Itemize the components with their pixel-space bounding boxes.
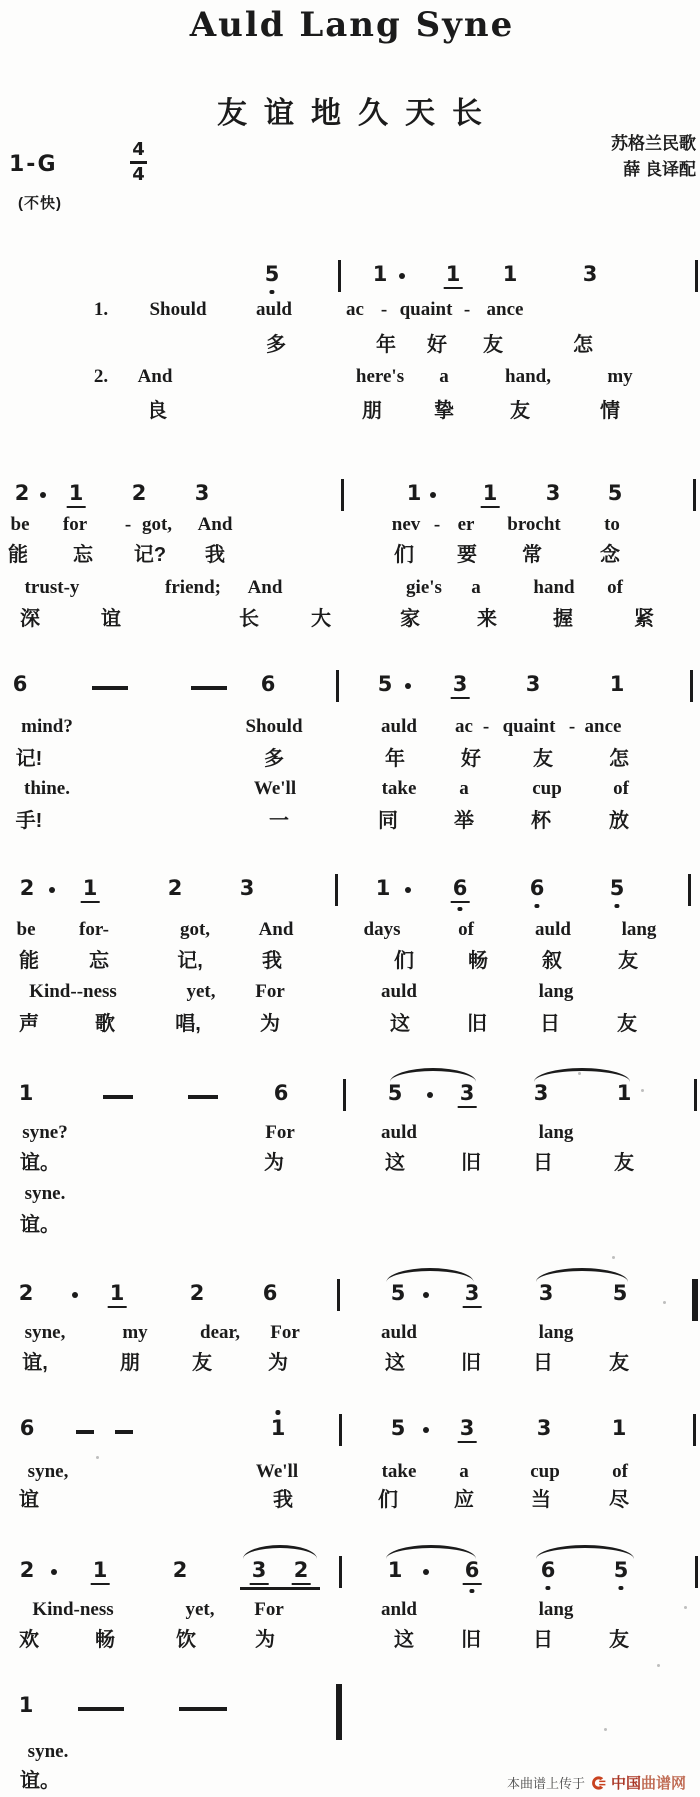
lyric-zh: 友 — [614, 1152, 634, 1174]
watermark-prefix: 本曲谱上传于 — [507, 1776, 586, 1791]
slur-arc — [536, 1545, 634, 1559]
lyric-zh: 谊。 — [20, 1770, 60, 1792]
lyric-zh: 们 — [378, 1489, 398, 1511]
note-digit: 1 — [18, 1081, 34, 1105]
song-title-chinese: 友谊地久天长 — [217, 97, 499, 130]
lyric-zh: 多 — [266, 334, 286, 356]
barline — [693, 479, 696, 511]
lyric-en: my — [607, 366, 633, 387]
lyric-zh: 旧 — [461, 1352, 481, 1374]
barline-heavy — [692, 1279, 698, 1321]
lyric-en: And — [137, 366, 173, 387]
note-digit: 2 — [167, 876, 183, 900]
octave-dot-low-icon — [458, 907, 463, 912]
note-digit: 6 — [260, 672, 276, 696]
lyric-zh: 我 — [205, 544, 225, 566]
octave-dot-low-icon — [535, 904, 540, 909]
note-digit: 1 — [68, 481, 84, 505]
lyric-zh: 旧 — [467, 1013, 487, 1035]
duration-dash — [92, 686, 128, 690]
lyric-zh: 谊 — [19, 1489, 39, 1511]
lyric-en: auld — [381, 1122, 417, 1143]
note-digit: 3 — [194, 481, 210, 505]
scan-speck — [663, 1301, 666, 1304]
note-digit: 6 — [273, 1081, 289, 1105]
lyric-zh: 家 — [400, 608, 420, 630]
lyric-zh: 紧 — [634, 608, 654, 630]
rhythm-dot-icon — [405, 683, 411, 689]
slur-arc — [386, 1545, 476, 1559]
note-digit: 3 — [538, 1281, 554, 1305]
lyric-zh: 能 — [19, 950, 39, 972]
note-digit: 3 — [525, 672, 541, 696]
lyric-en: take — [381, 1461, 417, 1482]
lyric-en: auld — [381, 716, 417, 737]
slur-arc — [243, 1545, 317, 1559]
lyric-en: - — [482, 716, 490, 737]
lyric-zh: 要 — [457, 544, 477, 566]
lyric-zh: 为 — [260, 1013, 280, 1035]
lyric-en: to — [604, 514, 620, 535]
lyric-zh: 记? — [133, 544, 167, 566]
note-digit: 3 — [452, 672, 468, 696]
lyric-en: trust-y — [24, 577, 80, 598]
note-digit: 2 — [131, 481, 147, 505]
note-digit: 6 — [19, 1416, 35, 1440]
slur-arc — [390, 1068, 476, 1082]
lyric-zh: 日 — [533, 1352, 553, 1374]
barline — [338, 260, 341, 292]
lyric-en: anld — [381, 1599, 417, 1620]
lyric-zh: 应 — [454, 1489, 474, 1511]
time-signature-denominator: 4 — [132, 164, 145, 185]
lyric-en: - — [380, 299, 388, 320]
lyric-zh: 来 — [477, 608, 497, 630]
barline — [341, 479, 344, 511]
note-digit: 1 — [609, 672, 625, 696]
scan-speck — [612, 1256, 615, 1259]
lyric-zh: 朋 — [362, 400, 382, 422]
rhythm-dot-icon — [430, 492, 436, 498]
lyric-zh: 手! — [15, 810, 43, 832]
barline — [336, 670, 339, 702]
lyric-en: lang — [621, 919, 657, 940]
lyric-en: Kind-ness — [32, 1599, 114, 1620]
lyric-en: be — [10, 514, 30, 535]
note-digit: 3 — [533, 1081, 549, 1105]
watermark — [507, 1772, 686, 1793]
lyric-en: Should — [245, 716, 303, 737]
rhythm-dot-icon — [40, 492, 46, 498]
lyric-zh: 旧 — [461, 1152, 481, 1174]
octave-dot-low-icon — [546, 1586, 551, 1591]
lyric-en: hand, — [505, 366, 551, 387]
note-digit: 1 — [109, 1281, 125, 1305]
note-digit: 6 — [465, 1560, 480, 1581]
lyric-zh: 同 — [378, 810, 398, 832]
lyric-zh: 友 — [510, 400, 530, 422]
note-digit: 3 — [582, 262, 598, 286]
tempo-marking: (不快) — [18, 195, 62, 212]
lyric-zh: 这 — [390, 1013, 410, 1035]
rhythm-dot-icon — [72, 1292, 78, 1298]
lyric-en: here's — [355, 366, 405, 387]
note-digit: 6 — [453, 878, 468, 899]
lyric-zh: 日 — [533, 1629, 553, 1651]
lyric-en: gie's — [406, 577, 442, 598]
lyric-zh: 年 — [385, 748, 405, 770]
watermark-site-name — [611, 1772, 686, 1793]
lyric-en: of — [612, 1461, 628, 1482]
note-digit: 1 — [406, 481, 422, 505]
lyric-en: friend; — [165, 577, 221, 598]
lyric-en: - — [568, 716, 576, 737]
lyric-zh: 握 — [553, 608, 573, 630]
note-digit: 5 — [612, 1281, 628, 1305]
lyric-en: of — [607, 577, 623, 598]
barline — [694, 1079, 697, 1111]
lyric-en: of — [613, 778, 629, 799]
lyric-zh: 杯 — [531, 810, 551, 832]
lyric-zh: 畅 — [468, 950, 488, 972]
note-digit: 6 — [530, 878, 545, 899]
lyric-en: We'll — [253, 778, 297, 799]
key-signature: 1-G — [9, 152, 58, 177]
rhythm-dot-icon — [423, 1427, 429, 1433]
rhythm-dot-icon — [423, 1569, 429, 1575]
lyric-en: ac — [455, 716, 473, 737]
lyric-en: dear, — [200, 1322, 240, 1343]
watermark-site-part1: 中国 — [611, 1775, 642, 1792]
note-digit: 6 — [12, 672, 28, 696]
note-digit: 1 — [18, 1693, 34, 1717]
lyric-en: yet, — [186, 981, 216, 1002]
lyric-en: quaint — [399, 299, 453, 320]
lyric-en: ac — [346, 299, 364, 320]
lyric-en: a — [459, 778, 469, 799]
lyric-zh: 友 — [533, 748, 553, 770]
lyric-zh: 旧 — [461, 1629, 481, 1651]
lyric-zh: 我 — [273, 1489, 293, 1511]
barline-heavy — [336, 1684, 342, 1740]
note-digit: 1 — [375, 876, 391, 900]
lyric-en: 1. — [93, 299, 109, 320]
note-digit: 5 — [387, 1081, 403, 1105]
watermark-site-part2: 曲谱网 — [641, 1775, 687, 1792]
barline — [343, 1079, 346, 1111]
scan-speck — [96, 1456, 99, 1459]
lyric-en: auld — [381, 1322, 417, 1343]
note-digit: 1 — [445, 262, 461, 286]
scan-speck — [641, 1089, 644, 1092]
barline — [693, 1414, 696, 1446]
lyric-en: my — [122, 1322, 148, 1343]
lyric-zh: 深 — [20, 608, 40, 630]
lyric-zh: 饮 — [176, 1629, 196, 1651]
note-digit: 5 — [607, 481, 623, 505]
lyric-en: for- — [79, 919, 109, 940]
lyric-en: er — [457, 514, 475, 535]
lyric-zh: 举 — [454, 810, 474, 832]
lyric-zh: 念 — [600, 544, 620, 566]
note-digit: 1 — [372, 262, 388, 286]
lyric-zh: 畅 — [95, 1629, 115, 1651]
lyric-en: Should — [149, 299, 207, 320]
rhythm-dot-icon — [51, 1569, 57, 1575]
lyric-en: We'll — [255, 1461, 299, 1482]
lyric-zh: 当 — [531, 1489, 551, 1511]
lyric-en: got, — [179, 919, 211, 940]
duration-dash — [78, 1707, 124, 1711]
rhythm-dot-icon — [427, 1092, 433, 1098]
note-digit: 2 — [18, 1281, 34, 1305]
lyric-en: For — [254, 1599, 284, 1620]
lyric-en: lang — [538, 1599, 574, 1620]
lyric-zh: 挚 — [434, 400, 454, 422]
note-digit: 2 — [19, 876, 35, 900]
lyric-en: mind? — [21, 716, 73, 737]
duration-dash — [191, 686, 227, 690]
lyric-zh: 记, — [177, 950, 203, 972]
lyric-zh: 良 — [147, 400, 167, 422]
lyric-en: Kind--ness — [29, 981, 117, 1002]
lyric-en: of — [458, 919, 474, 940]
lyric-en: syne, — [24, 1322, 66, 1343]
lyric-en: be — [16, 919, 36, 940]
lyric-zh: 们 — [394, 950, 414, 972]
lyric-en: auld — [535, 919, 571, 940]
note-digit: 1 — [271, 1418, 286, 1439]
note-digit: 5 — [614, 1560, 629, 1581]
lyric-zh: 怎 — [609, 748, 629, 770]
note-digit: 3 — [545, 481, 561, 505]
lyric-en: thine. — [24, 778, 70, 799]
lyric-en: - — [124, 514, 132, 535]
note-digit: 1 — [502, 262, 518, 286]
lyric-zh: 这 — [385, 1152, 405, 1174]
note-digit: 2 — [293, 1558, 309, 1582]
lyric-zh: 忘 — [73, 544, 93, 566]
lyric-zh: 友 — [617, 1013, 637, 1035]
lyric-zh: 们 — [394, 544, 414, 566]
duration-dash — [188, 1095, 218, 1099]
lyric-zh: 为 — [268, 1352, 288, 1374]
lyric-en: And — [247, 577, 283, 598]
lyric-zh: 谊。 — [20, 1214, 60, 1236]
lyric-en: cup — [530, 1461, 560, 1482]
scan-speck — [657, 1664, 660, 1667]
lyric-en: And — [197, 514, 233, 535]
lyric-en: brocht — [507, 514, 561, 535]
lyric-en: For — [265, 1122, 295, 1143]
lyric-en: auld — [256, 299, 292, 320]
lyric-zh: 怎 — [573, 334, 593, 356]
rhythm-dot-icon — [405, 887, 411, 893]
note-digit: 3 — [459, 1081, 475, 1105]
time-signature — [130, 141, 147, 184]
lyric-zh: 能 — [8, 544, 28, 566]
lyric-en: lang — [538, 1322, 574, 1343]
credit-source: 苏格兰民歌 — [611, 134, 696, 153]
lyric-en: auld — [381, 981, 417, 1002]
note-digit: 2 — [172, 1558, 188, 1582]
octave-dot-low-icon — [270, 290, 275, 295]
note-digit: 2 — [19, 1558, 35, 1582]
lyric-zh: 谊, — [22, 1352, 48, 1374]
slur-arc — [387, 1268, 474, 1282]
lyric-zh: 友 — [483, 334, 503, 356]
lyric-en: syne? — [22, 1122, 68, 1143]
lyric-en: ance — [486, 299, 524, 320]
lyric-zh: 情 — [600, 400, 620, 422]
note-digit: 1 — [82, 876, 98, 900]
duration-dash — [103, 1095, 133, 1099]
lyric-zh: 好 — [461, 748, 481, 770]
note-digit: 3 — [536, 1416, 552, 1440]
barline — [335, 874, 338, 906]
lyric-en: lang — [538, 1122, 574, 1143]
qupu-site-logo-icon — [590, 1775, 606, 1791]
lyric-zh: 友 — [618, 950, 638, 972]
lyric-zh: 长 — [239, 608, 259, 630]
duration-dash — [115, 1430, 133, 1434]
lyric-zh: 大 — [311, 608, 331, 630]
lyric-zh: 日 — [540, 1013, 560, 1035]
note-digit: 1 — [616, 1081, 632, 1105]
slur-arc — [536, 1268, 628, 1282]
credit-translator: 薛 良译配 — [623, 160, 696, 179]
note-digit: 3 — [464, 1281, 480, 1305]
lyric-en: take — [381, 778, 417, 799]
lyric-zh: 忘 — [89, 950, 109, 972]
note-digit: 1 — [92, 1558, 108, 1582]
scan-speck — [684, 1606, 687, 1609]
lyric-en: And — [258, 919, 294, 940]
lyric-zh: 声 — [19, 1013, 39, 1035]
lyric-zh: 友 — [609, 1352, 629, 1374]
barline — [337, 1279, 340, 1311]
lyric-en: yet, — [185, 1599, 215, 1620]
note-digit: 5 — [377, 672, 393, 696]
lyric-en: syne. — [27, 1741, 69, 1762]
note-digit: 5 — [390, 1281, 406, 1305]
duration-dash — [76, 1430, 94, 1434]
note-digit: 1 — [387, 1558, 403, 1582]
lyric-en: nev — [391, 514, 421, 535]
beam-underline — [240, 1587, 320, 1590]
barline — [339, 1414, 342, 1446]
lyric-en: a — [459, 1461, 469, 1482]
song-title-english: Auld Lang Syne — [189, 5, 515, 45]
lyric-zh: 唱, — [175, 1013, 201, 1035]
lyric-en: a — [471, 577, 481, 598]
duration-dash — [179, 1707, 227, 1711]
barline — [339, 1556, 342, 1588]
lyric-zh: 日 — [533, 1152, 553, 1174]
note-digit: 6 — [262, 1281, 278, 1305]
lyric-zh: 记! — [15, 748, 43, 770]
lyric-zh: 欢 — [19, 1629, 39, 1651]
octave-dot-low-icon — [615, 904, 620, 909]
lyric-zh: 为 — [264, 1152, 284, 1174]
lyric-en: got, — [141, 514, 173, 535]
lyric-zh: 友 — [192, 1352, 212, 1374]
note-digit: 2 — [14, 481, 30, 505]
octave-dot-high-icon — [276, 1410, 281, 1415]
lyric-zh: 这 — [394, 1629, 414, 1651]
lyric-en: days — [363, 919, 401, 940]
lyric-zh: 这 — [385, 1352, 405, 1374]
lyric-zh: 好 — [427, 334, 447, 356]
note-digit: 5 — [265, 264, 280, 285]
lyric-en: ance — [584, 716, 622, 737]
lyric-en: syne. — [24, 1183, 66, 1204]
barline — [690, 670, 693, 702]
lyric-en: a — [439, 366, 449, 387]
lyric-zh: 叙 — [542, 950, 562, 972]
lyric-en: - — [433, 514, 441, 535]
lyric-zh: 为 — [255, 1629, 275, 1651]
note-digit: 3 — [251, 1558, 267, 1582]
slur-arc — [534, 1068, 630, 1082]
time-signature-numerator: 4 — [132, 139, 145, 160]
scan-speck — [604, 1728, 607, 1731]
credits-block — [611, 131, 696, 183]
lyric-zh: 歌 — [95, 1013, 115, 1035]
octave-dot-low-icon — [619, 1586, 624, 1591]
rhythm-dot-icon — [423, 1292, 429, 1298]
lyric-en: syne, — [27, 1461, 69, 1482]
lyric-en: For — [255, 981, 285, 1002]
lyric-zh: 放 — [609, 810, 629, 832]
lyric-zh: 多 — [264, 748, 284, 770]
note-digit: 1 — [482, 481, 498, 505]
rhythm-dot-icon — [399, 273, 405, 279]
lyric-en: cup — [532, 778, 562, 799]
lyric-en: for — [62, 514, 88, 535]
lyric-en: - — [463, 299, 471, 320]
note-digit: 5 — [390, 1416, 406, 1440]
lyric-en: hand — [533, 577, 575, 598]
lyric-zh: 谊 — [101, 608, 121, 630]
lyric-zh: 朋 — [120, 1352, 140, 1374]
barline — [695, 1556, 698, 1588]
note-digit: 6 — [541, 1560, 556, 1581]
note-digit: 1 — [611, 1416, 627, 1440]
note-digit: 3 — [239, 876, 255, 900]
note-digit: 2 — [189, 1281, 205, 1305]
lyric-en: 2. — [93, 366, 109, 387]
lyric-zh: 尽 — [609, 1489, 629, 1511]
note-digit: 3 — [459, 1416, 475, 1440]
lyric-zh: 友 — [609, 1629, 629, 1651]
lyric-en: For — [270, 1322, 300, 1343]
barline — [695, 260, 698, 292]
lyric-zh: 年 — [376, 334, 396, 356]
lyric-zh: 谊。 — [20, 1152, 60, 1174]
note-digit: 5 — [610, 878, 625, 899]
barline — [688, 874, 691, 906]
lyric-zh: 一 — [269, 810, 289, 832]
octave-dot-low-icon — [470, 1589, 475, 1594]
rhythm-dot-icon — [49, 887, 55, 893]
lyric-en: quaint — [502, 716, 556, 737]
lyric-en: lang — [538, 981, 574, 1002]
lyric-zh: 常 — [522, 544, 542, 566]
lyric-zh: 我 — [262, 950, 282, 972]
